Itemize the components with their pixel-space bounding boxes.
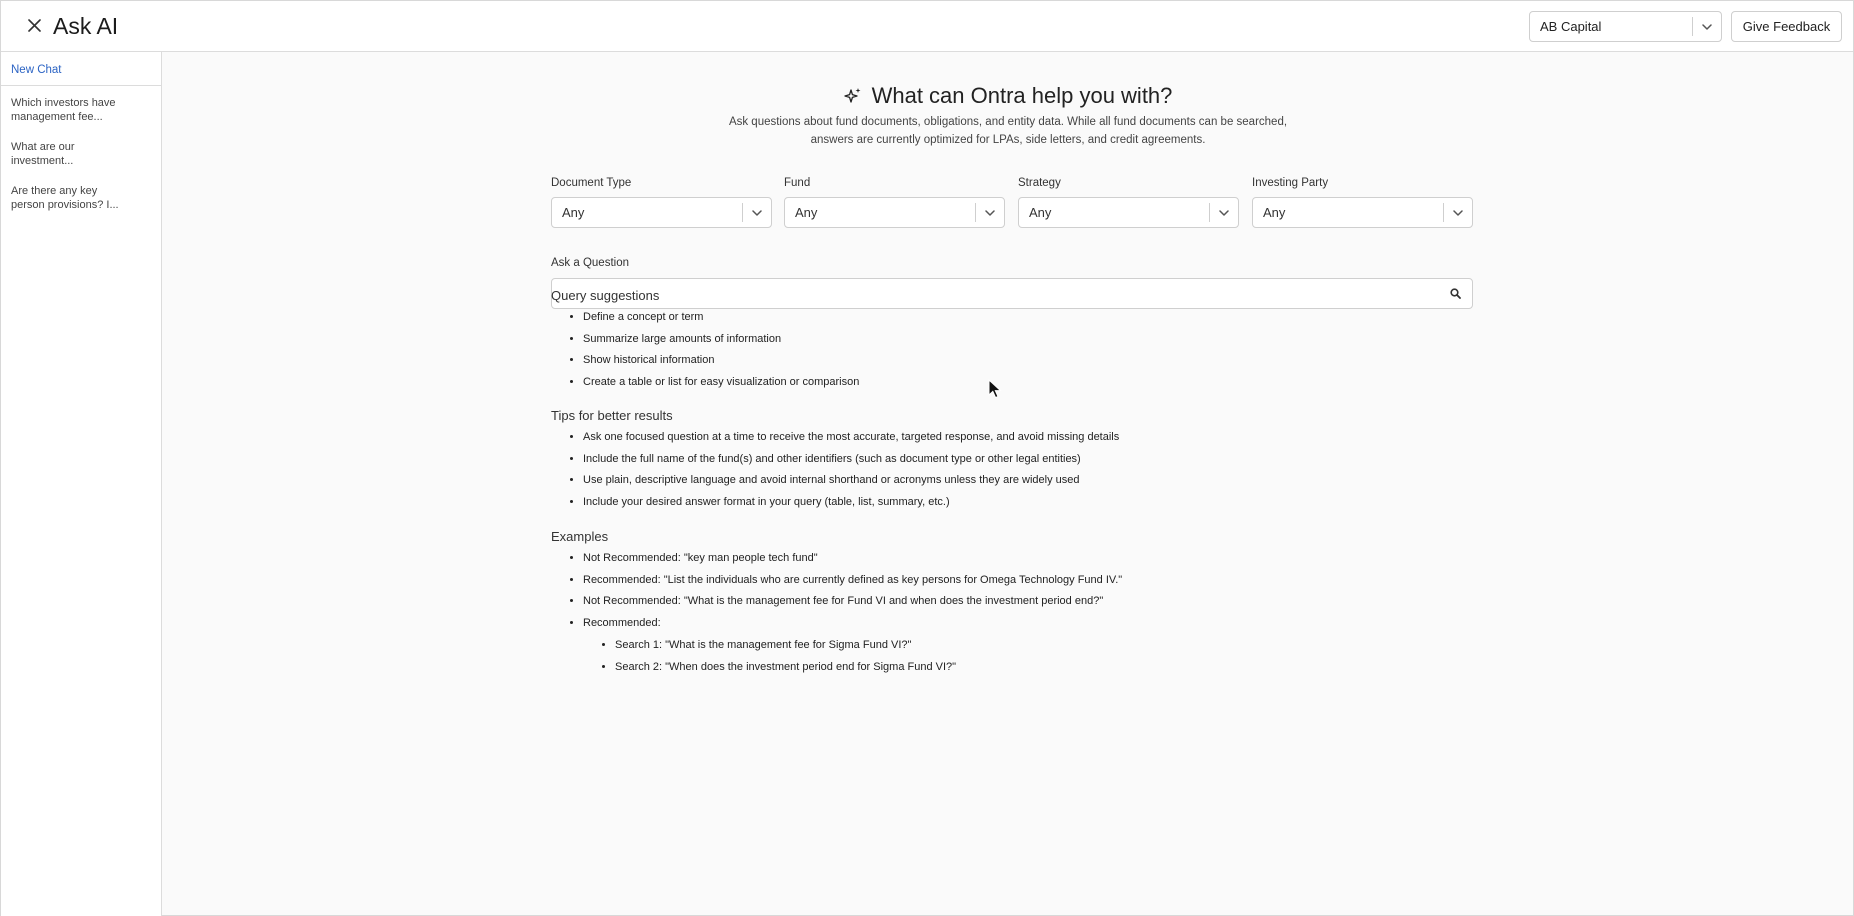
page-title: Ask AI — [53, 13, 119, 39]
select-value: Any — [1029, 205, 1052, 220]
list-item: • Use plain, descriptive language and avoid internal shorthand or acronyms unless they are widely used — [583, 473, 1551, 487]
list-item: • Include your desired answer format in your query (table, list, summary, etc.) — [583, 495, 1551, 509]
filter-strategy — [1018, 177, 1239, 228]
header-bar — [1, 1, 1853, 52]
filter-label: Document Type — [551, 177, 632, 189]
strategy-select[interactable] — [1018, 197, 1239, 228]
select-value: Any — [562, 205, 585, 220]
hero-title: What can Ontra help you with? — [871, 83, 1173, 108]
examples-sub-list — [583, 638, 1551, 674]
tips-section — [551, 408, 1551, 517]
mouse-cursor-icon — [988, 379, 1002, 399]
fund-select[interactable] — [784, 197, 1005, 228]
close-icon — [28, 19, 41, 32]
section-title: Examples — [551, 529, 609, 544]
list-item: • Search 2: "When does the investment period end for Sigma Fund VI?" — [615, 660, 1551, 674]
chat-history-item-line: investment... — [11, 155, 74, 167]
organization-select[interactable] — [1529, 11, 1722, 42]
ask-question-label: Ask a Question — [551, 257, 629, 269]
main-content — [163, 53, 1853, 915]
chat-history-item[interactable] — [1, 174, 161, 218]
chat-history-item-line: person provisions? I... — [11, 199, 119, 211]
list-item: • Include the full name of the fund(s) and other identifiers (such as document type or other legal entities) — [583, 452, 1551, 466]
chat-history-item[interactable] — [1, 86, 161, 130]
chat-history-item-line: Which investors have — [11, 97, 116, 109]
query-suggestions-list — [551, 310, 1551, 389]
filter-investing-party — [1252, 177, 1473, 228]
examples-section — [551, 529, 1551, 681]
filter-label: Investing Party — [1252, 177, 1329, 189]
investing-party-select[interactable] — [1252, 197, 1473, 228]
hero-subtitle-line: answers are currently optimized for LPAs, side letters, and credit agreements. — [810, 133, 1206, 146]
hero-subtitle — [163, 114, 1853, 149]
new-chat-link[interactable]: New Chat — [1, 52, 161, 86]
chevron-down-icon[interactable] — [743, 210, 771, 216]
select-value: Any — [1263, 205, 1286, 220]
chevron-down-icon[interactable] — [1693, 24, 1721, 30]
list-item — [583, 616, 1551, 674]
filter-bar — [551, 177, 1473, 227]
tips-list — [551, 430, 1551, 509]
chat-history-item-line: Are there any key — [11, 185, 98, 197]
filter-document-type — [551, 177, 772, 228]
query-suggestions-section — [551, 288, 1551, 397]
list-item: • Show historical information — [583, 353, 1551, 367]
organization-select-value: AB Capital — [1540, 19, 1602, 34]
list-item: • Ask one focused question at a time to receive the most accurate, targeted response, and avoid missing details — [583, 430, 1551, 444]
filter-fund — [784, 177, 1005, 228]
give-feedback-button[interactable]: Give Feedback — [1731, 11, 1842, 42]
section-title: Tips for better results — [551, 408, 673, 423]
chat-history-sidebar — [1, 52, 162, 916]
chevron-down-icon[interactable] — [1210, 210, 1238, 216]
chat-history-item[interactable] — [1, 130, 161, 174]
list-item: • Define a concept or term — [583, 310, 1551, 324]
filter-label: Fund — [784, 177, 811, 189]
document-type-select[interactable] — [551, 197, 772, 228]
examples-list — [551, 551, 1551, 674]
hero-subtitle-line: Ask questions about fund documents, obligations, and entity data. While all fund documents can be searched, — [728, 116, 1288, 128]
list-item: • Not Recommended: "What is the management fee for Fund VI and when does the investment period end?" — [583, 594, 1551, 608]
list-item-text: Recommended: — [583, 617, 661, 630]
list-item: • Not Recommended: "key man people tech fund" — [583, 551, 1551, 565]
list-item: • Search 1: "What is the management fee for Sigma Fund VI?" — [615, 638, 1551, 652]
list-item: • Summarize large amounts of information — [583, 332, 1551, 346]
chat-history-item-line: management fee... — [11, 111, 103, 123]
close-button[interactable] — [23, 14, 45, 36]
chevron-down-icon[interactable] — [1444, 210, 1472, 216]
section-title: Query suggestions — [551, 288, 660, 303]
list-item: • Recommended: "List the individuals who are currently defined as key persons for Omega Technology Fund IV." — [583, 573, 1551, 587]
hero-heading — [163, 83, 1853, 109]
select-value: Any — [795, 205, 818, 220]
filter-label: Strategy — [1018, 177, 1061, 189]
chat-history-item-line: What are our — [11, 141, 75, 153]
list-item: • Create a table or list for easy visualization or comparison — [583, 375, 1551, 389]
chevron-down-icon[interactable] — [976, 210, 1004, 216]
sparkle-icon — [844, 87, 862, 105]
